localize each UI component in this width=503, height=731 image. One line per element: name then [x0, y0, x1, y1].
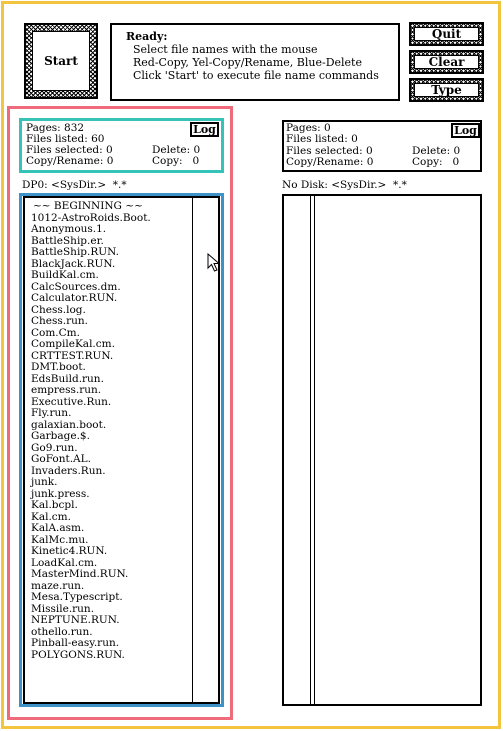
file-list-item[interactable]: EdsBuild.run.	[31, 372, 104, 385]
right-list-divider-2	[314, 196, 315, 704]
file-list-item[interactable]: Com.Cm.	[31, 326, 80, 339]
left-list-scrollbar-divider	[192, 198, 193, 702]
file-list-item[interactable]: CRTTEST.RUN.	[31, 349, 114, 362]
file-list-item[interactable]: Executive.Run.	[31, 395, 112, 408]
status-message	[110, 23, 400, 101]
file-list-item[interactable]: Garbage.$.	[31, 430, 90, 442]
file-list-item[interactable]: empress.run.	[31, 384, 102, 396]
file-list-item[interactable]: othello.run.	[31, 625, 93, 638]
mouse-cursor-icon	[207, 253, 221, 273]
file-list-item[interactable]: GoFont.AL.	[31, 453, 91, 465]
file-list-item[interactable]: Pinball-easy.run.	[31, 637, 120, 649]
type-button[interactable]	[409, 78, 484, 102]
status-line-3: Click 'Start' to execute file name commands	[126, 69, 379, 82]
file-list-item[interactable]: Anonymous.1.	[31, 223, 107, 235]
file-list-item[interactable]: junk.press.	[31, 487, 90, 500]
file-list-item[interactable]: Calculator.RUN.	[31, 292, 118, 304]
file-list-item[interactable]: Missile.run.	[31, 602, 95, 615]
file-list-item[interactable]: Chess.log.	[31, 303, 86, 316]
left-pages: Pages: 832	[26, 122, 85, 134]
right-pages: Pages: 0	[286, 122, 331, 134]
left-files-selected: Files selected: 0	[26, 144, 113, 156]
right-copy-rename-count: Copy/Rename: 0	[286, 156, 374, 168]
left-delete-count: Delete: 0	[152, 144, 201, 156]
left-files-listed: Files listed: 60	[26, 133, 105, 145]
left-stats-panel	[24, 121, 220, 169]
right-log-button[interactable]: Log	[451, 123, 480, 138]
left-file-list-items	[31, 201, 151, 661]
file-list-item[interactable]: KalA.asm.	[31, 522, 85, 534]
right-stats-panel	[282, 120, 482, 172]
file-list-item[interactable]: BattleShip.RUN.	[31, 246, 119, 258]
file-list-item[interactable]: Chess.run.	[31, 315, 89, 327]
start-button[interactable]	[24, 23, 98, 99]
file-list-item[interactable]: LoadKal.cm.	[31, 556, 98, 569]
file-list-item[interactable]: maze.run.	[31, 579, 85, 592]
right-disk-label: No Disk: <SysDir.> *.*	[282, 179, 407, 191]
file-list-item[interactable]: galaxian.boot.	[31, 418, 107, 431]
file-list-item[interactable]: Go9.run.	[31, 441, 78, 454]
file-list-item[interactable]: NEPTUNE.RUN.	[31, 614, 120, 626]
right-files-selected: Files selected: 0	[286, 145, 373, 157]
left-log-button[interactable]: Log	[190, 122, 219, 137]
file-list-item[interactable]: BuildKal.cm.	[31, 269, 99, 281]
right-file-list[interactable]	[282, 194, 482, 706]
right-copy-count: Copy: 0	[412, 156, 460, 168]
left-copy-count: Copy: 0	[152, 155, 200, 167]
file-list-item[interactable]: BlackJack.RUN.	[31, 257, 116, 270]
right-list-divider	[310, 196, 311, 704]
right-delete-count: Delete: 0	[412, 145, 461, 157]
file-list-item[interactable]: KalMc.mu.	[31, 533, 89, 546]
status-line-1: Select file names with the mouse	[126, 43, 318, 56]
file-list-item[interactable]: ~~ BEGINNING ~~	[33, 200, 143, 212]
quit-button[interactable]	[409, 22, 484, 46]
quit-button-label: Quit	[414, 27, 479, 41]
start-button-label: Start	[32, 31, 90, 91]
file-list-item[interactable]: Fly.run.	[31, 407, 72, 419]
file-list-item[interactable]: Kal.cm.	[31, 510, 71, 523]
left-file-list[interactable]	[23, 196, 220, 704]
file-list-item[interactable]: Kal.bcpl.	[31, 499, 78, 511]
file-list-item[interactable]: Kinetic4.RUN.	[31, 545, 108, 557]
status-line-2: Red-Copy, Yel-Copy/Rename, Blue-Delete	[126, 56, 362, 69]
file-list-item[interactable]: Mesa.Typescript.	[31, 591, 123, 603]
clear-button[interactable]	[409, 50, 484, 74]
file-list-item[interactable]: BattleShip.er.	[31, 234, 104, 247]
left-disk-label: DP0: <SysDir.> *.*	[22, 179, 127, 191]
file-list-item[interactable]: Invaders.Run.	[31, 464, 106, 477]
file-list-item[interactable]: CalcSources.dm.	[31, 280, 121, 293]
status-title: Ready:	[126, 30, 168, 43]
right-files-listed: Files listed: 0	[286, 133, 358, 145]
type-button-label: Type	[414, 83, 479, 97]
clear-button-label: Clear	[414, 55, 479, 69]
file-list-item[interactable]: DMT.boot.	[31, 361, 86, 373]
left-copy-rename-count: Copy/Rename: 0	[26, 155, 114, 167]
divider-mark: --	[115, 103, 122, 114]
file-list-item[interactable]: CompileKal.cm.	[31, 338, 115, 350]
file-list-item[interactable]: POLYGONS.RUN.	[31, 648, 125, 661]
file-list-item[interactable]: 1012-AstroRoids.Boot.	[31, 211, 151, 224]
file-list-item[interactable]: junk.	[31, 476, 58, 488]
file-list-item[interactable]: MasterMind.RUN.	[31, 568, 129, 580]
